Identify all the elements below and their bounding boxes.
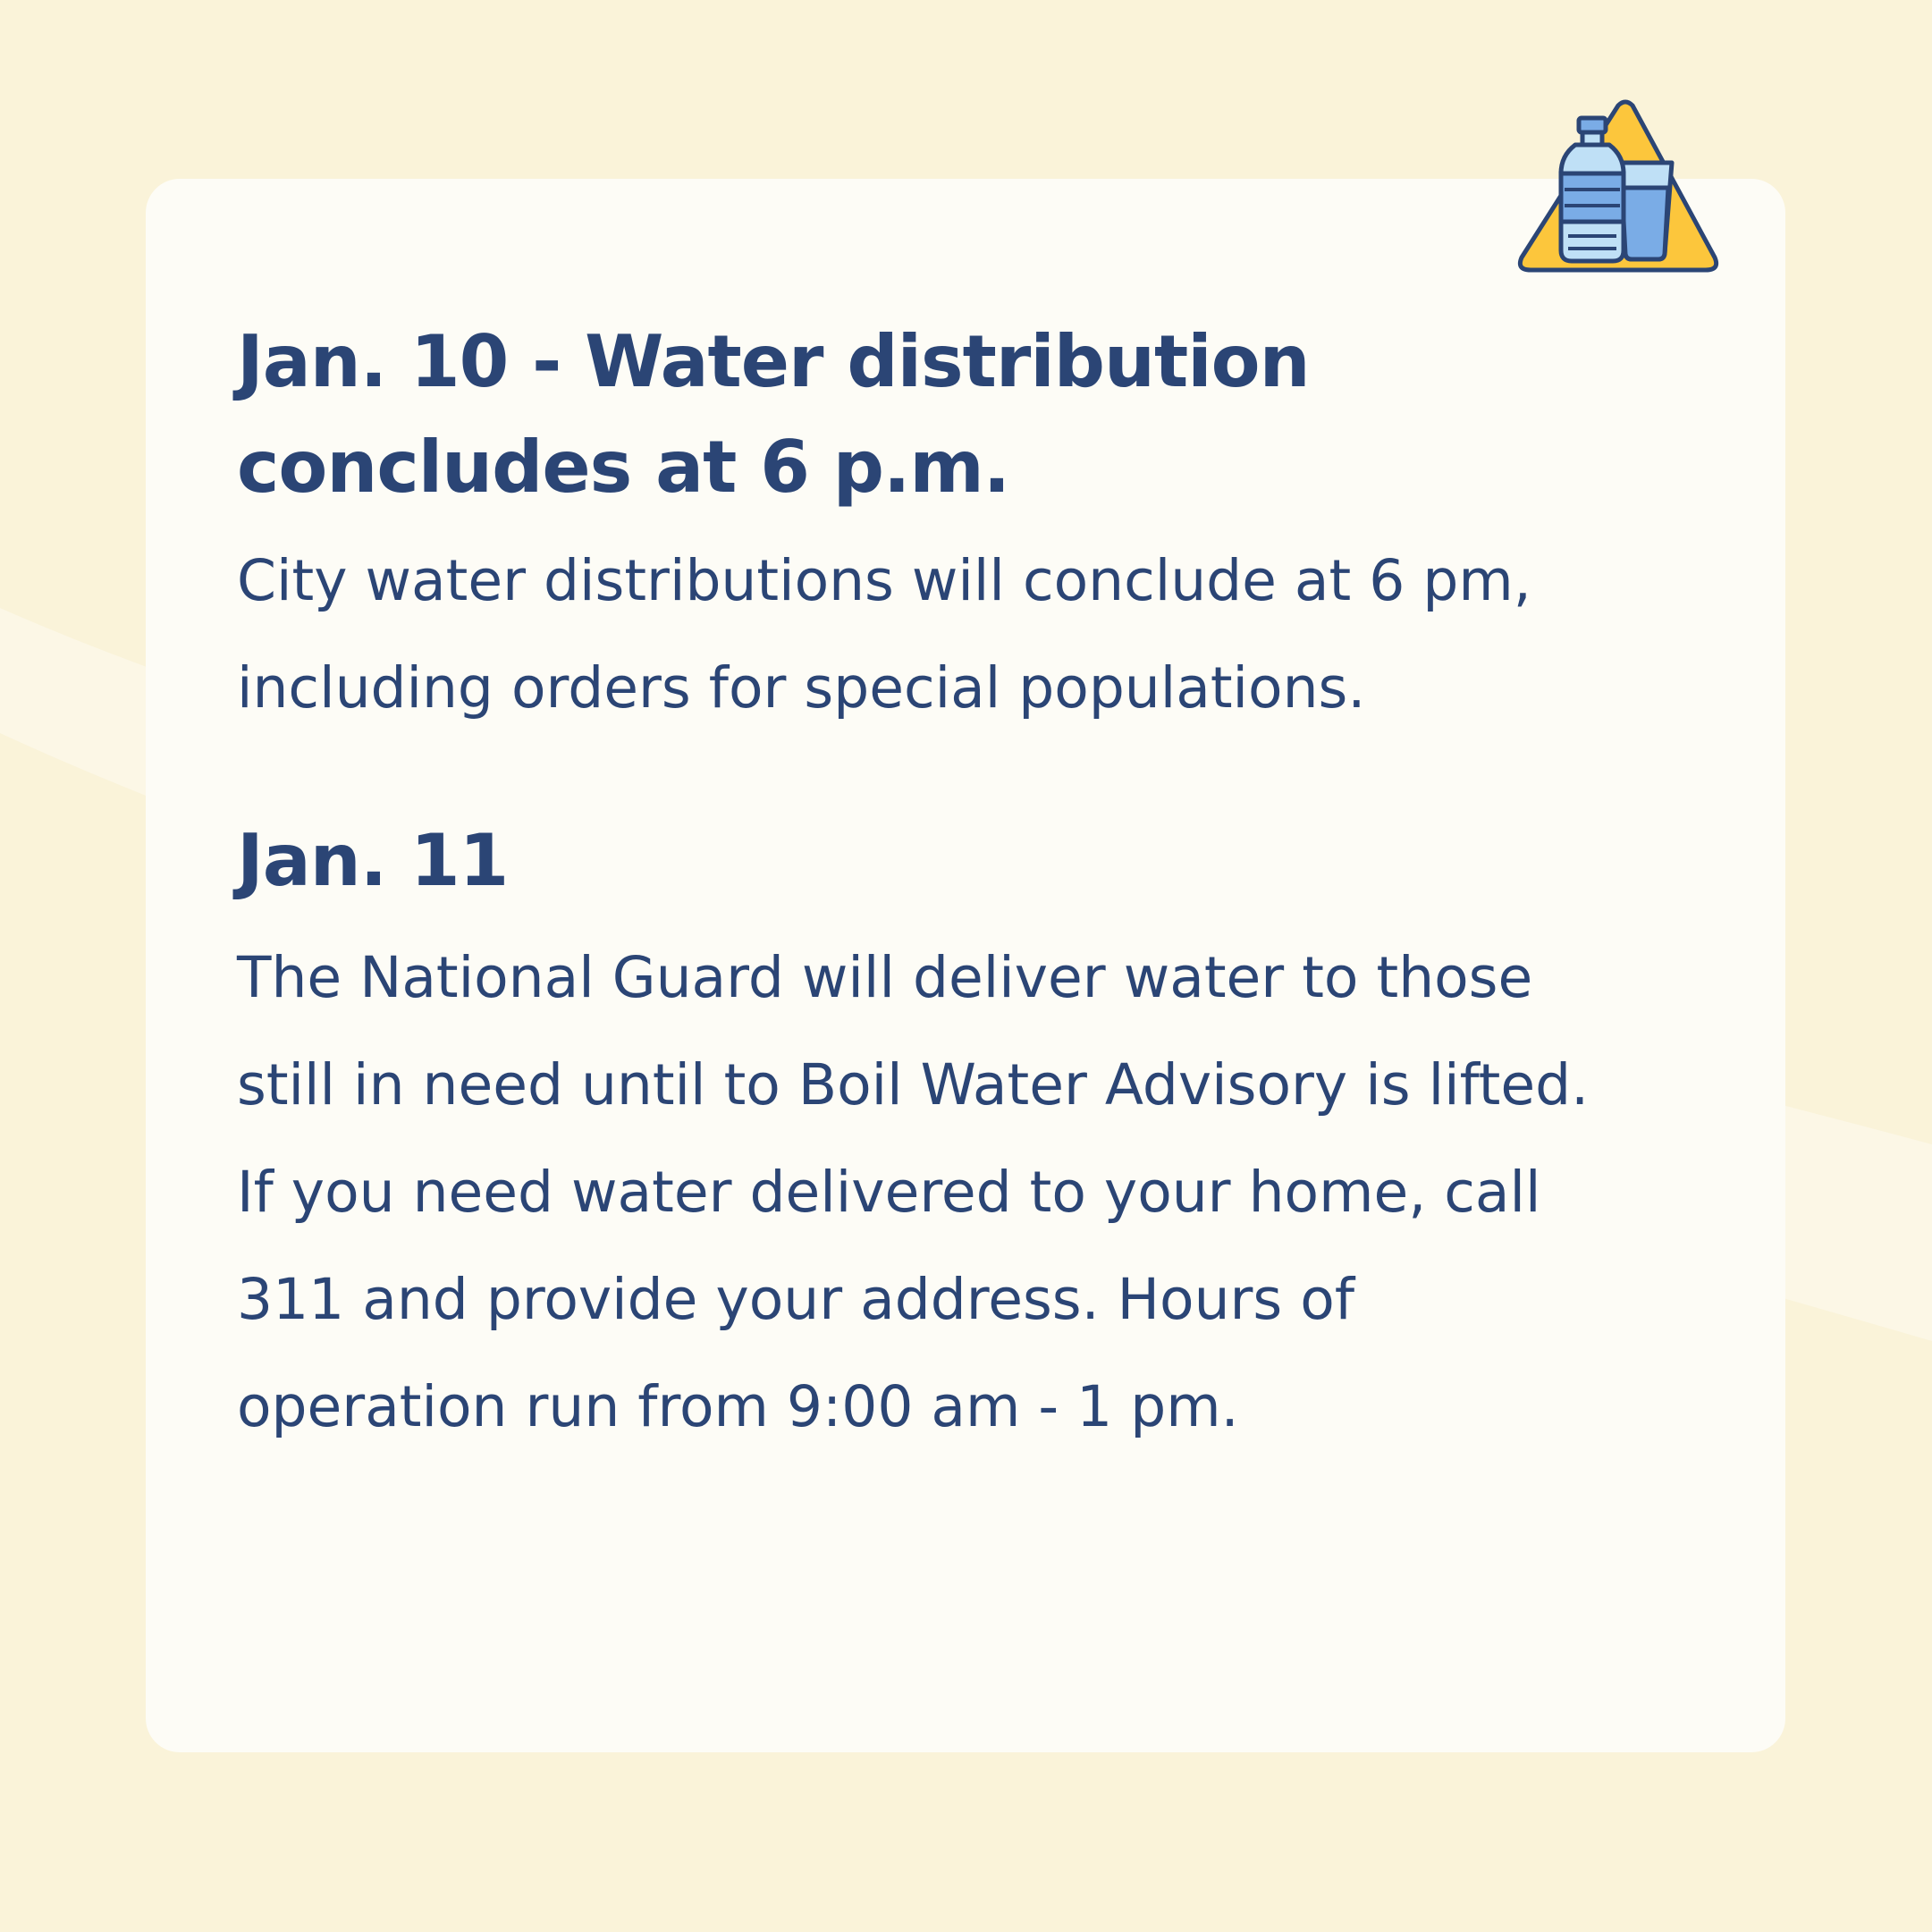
card-content — [237, 309, 1721, 1461]
water-warning-badge — [1511, 97, 1725, 275]
section-body-jan-10: City water distributions will conclude at 6 pm, including orders for special populations. — [237, 548, 1531, 721]
section-heading-jan-10: Jan. 10 - Water distribution concludes at 6 p.m. — [237, 320, 1310, 509]
section-heading-jan-11: Jan. 11 — [237, 819, 509, 902]
water-bottle-and-glass-warning-icon — [1511, 97, 1725, 275]
section-body-jan-11: The National Guard will deliver water to those still in need until to Boil Water Advisory is lifted. If you need water delivered to your home, call 311 and provide your address. Hours of operation run from 9:00 am - 1 pm. — [237, 945, 1590, 1439]
